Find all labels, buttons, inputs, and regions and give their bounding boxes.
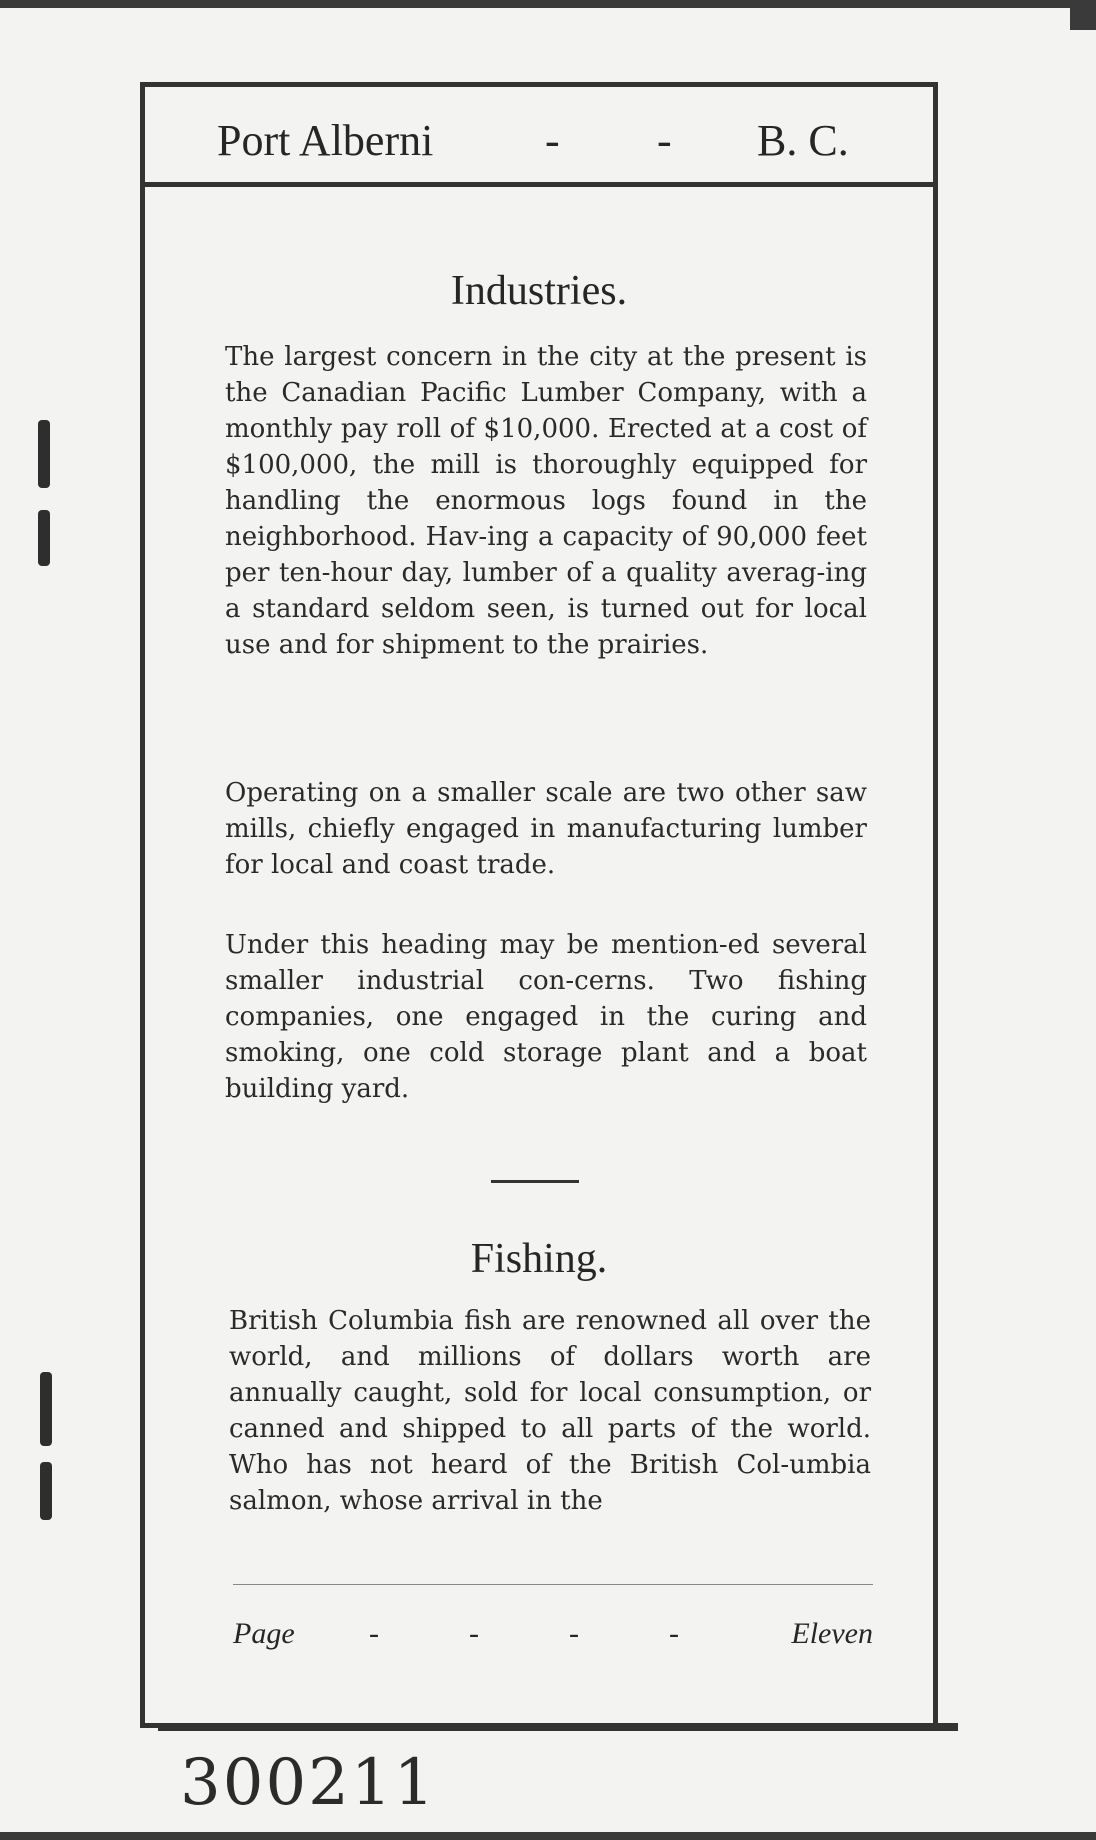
industries-paragraph-2: Operating on a smaller scale are two other saw mills, chiefly engaged in manufacturing lumber for local and coast trade. — [225, 778, 867, 880]
industries-paragraph-1: The largest concern in the city at the present is the Canadian Pacific Lumber Company, with a monthly pay roll of $10,000. Erected at a cost of $100,000, the mill is thoroughly equipped for handling the enormous logs found in the neighborhood. Hav-ing a capacity of 90,000 feet per ten-hour day, lumber of a quality averag-ing a standard seldom seen, is turned out for local use and for shipment to the prairies. — [225, 342, 867, 660]
industries-paragraph-3: Under this heading may be mention-ed several smaller industrial con-cerns. Two fishing companies, one engaged in the curing and smoking, one cold storage plant and a boat building yard. — [225, 930, 867, 1104]
binding-mark-2 — [38, 510, 50, 566]
section-divider — [491, 1180, 579, 1183]
footer-dash: - — [369, 1617, 379, 1650]
binding-mark-1 — [38, 420, 50, 488]
industries-heading: Industries. — [450, 268, 628, 314]
frame-bottom-bar — [158, 1723, 958, 1731]
footer-rule — [233, 1584, 873, 1585]
header-province: B. C. — [757, 116, 849, 165]
binding-mark-4 — [40, 1462, 52, 1520]
archive-number: 300211 — [180, 1746, 437, 1820]
top-edge-rule — [0, 0, 1096, 8]
fishing-paragraph: British Columbia fish are renowned all over the world, and millions of dollars worth are annually caught, sold for local consumption, or canned and shipped to all parts of the world. Who has not heard of the British Col-umbia salmon, whose arrival in the — [229, 1306, 871, 1516]
footer-dash: - — [669, 1617, 679, 1650]
header-dash: - — [657, 116, 672, 165]
fishing-heading: Fishing. — [470, 1236, 608, 1282]
footer-dash: - — [469, 1617, 479, 1650]
page-frame — [140, 82, 938, 1728]
header-city: Port Alberni — [217, 116, 434, 165]
binding-mark-3 — [40, 1372, 52, 1446]
header-dash: - — [545, 116, 560, 165]
top-right-edge-mark — [1070, 0, 1096, 30]
bottom-edge-rule — [0, 1832, 1096, 1840]
footer-page-label: Page — [233, 1617, 295, 1650]
footer-dash: - — [569, 1617, 579, 1650]
page-header — [145, 87, 933, 187]
footer-page-number: Eleven — [791, 1617, 873, 1650]
